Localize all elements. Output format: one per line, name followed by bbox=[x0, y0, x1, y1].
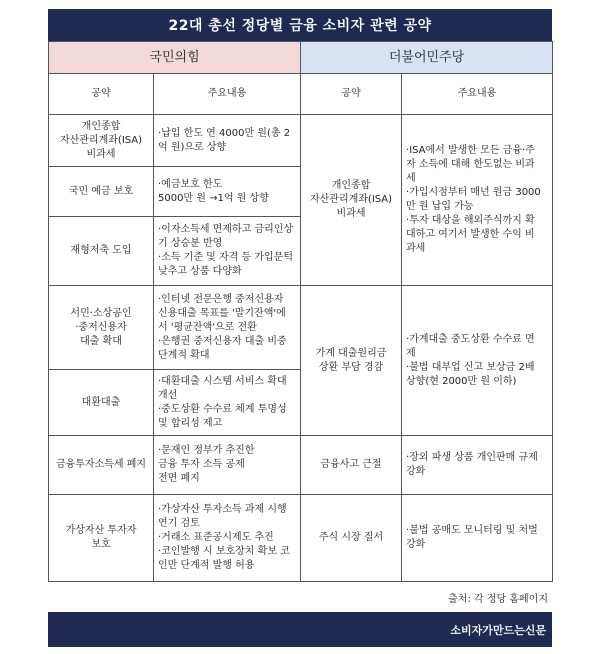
ppp-pledge-cell: 재형저축 도입 bbox=[49, 217, 154, 286]
dem-pledge-cell: 금융사고 근절 bbox=[301, 436, 402, 495]
dem-content-cell: ·불법 공매도 모니터링 및 처벌 강화 bbox=[402, 495, 553, 582]
source-note: 출처: 각 정당 홈페이지 bbox=[448, 593, 548, 605]
party-ppp-header: 국민의힘 bbox=[49, 42, 301, 74]
ppp-pledge-cell: 대환대출 bbox=[49, 370, 154, 436]
ppp-pledge-cell: 가상자산 투자자 보호 bbox=[49, 495, 154, 582]
ppp-content-cell: ·인터넷 전문은행 중저신용자 신용대출 목표를 '말기잔액'에 서 '평균잔액'으로 전환 ·은행권 중저신용자 대출 비중 단계적 확대 bbox=[154, 286, 301, 370]
ppp-pledge-cell: 국민 예금 보호 bbox=[49, 167, 154, 217]
ppp-content-cell: ·납입 한도 연 4000만 원(총 2 억 원)으로 상향 bbox=[154, 115, 301, 167]
dem-content-cell: ·가계대출 중도상환 수수료 면 제 ·불법 대부업 신고 보상금 2배 상향(현 2000만 원 이하) bbox=[402, 286, 553, 436]
dem-pledge-cell: 주식 시장 질서 bbox=[301, 495, 402, 582]
pledge-table bbox=[48, 41, 553, 582]
column-header-content: 주요내용 bbox=[154, 74, 301, 115]
ppp-pledge-cell: 서민·소상공인 ·중저신용자 대출 확대 bbox=[49, 286, 154, 370]
column-header-content: 주요내용 bbox=[402, 74, 553, 115]
dem-content-cell: ·장외 파생 상품 개인판매 규제 강화 bbox=[402, 436, 553, 495]
ppp-content-cell: ·예금보호 한도 5000만 원 →1억 원 상향 bbox=[154, 167, 301, 217]
column-header-pledge: 공약 bbox=[49, 74, 154, 115]
ppp-pledge-cell: 금융투자소득세 폐지 bbox=[49, 436, 154, 495]
column-header-pledge: 공약 bbox=[301, 74, 402, 115]
ppp-content-cell: ·대환대출 시스템 서비스 확대 개선 ·중도상환 수수료 체계 투명성 및 합리성 제고 bbox=[154, 370, 301, 436]
document-frame bbox=[48, 9, 552, 647]
dem-pledge-cell: 개인종합 자산관리계좌(ISA) 비과세 bbox=[301, 115, 402, 286]
ppp-content-cell: ·가상자산 투자소득 과제 시행 연기 검토 ·거래소 표준공시제도 추진 ·코인발행 시 보호장치 확보 코 인만 단계적 발행 허용 bbox=[154, 495, 301, 582]
dem-pledge-cell: 가계 대출원리금 상환 부담 경감 bbox=[301, 286, 402, 436]
publisher-footer: 소비자가만드는신문 bbox=[48, 612, 552, 647]
ppp-content-cell: ·문재인 정부가 추진한 금융 투자 소득 공제 전면 폐지 bbox=[154, 436, 301, 495]
ppp-pledge-cell: 개인종합 자산관리계좌(ISA) 비과세 bbox=[49, 115, 154, 167]
ppp-content-cell: ·이자소득세 면제하고 금리인상 기 상승분 반영 ·소득 기준 및 자격 등 가입문턱 낮추고 상품 다양화 bbox=[154, 217, 301, 286]
party-dem-header: 더불어민주당 bbox=[301, 42, 553, 74]
document-title: 22대 총선 정당별 금융 소비자 관련 공약 bbox=[48, 9, 552, 41]
dem-content-cell: ·ISA에서 발생한 모든 금융·주 자 소득에 대해 한도없는 비과 세 ·가입시점부터 매년 원금 3000 만 원 납입 가능 ·투자 대상을 해외주식까지 확 대하고 여기서 발생한 수익 비 과세 bbox=[402, 115, 553, 286]
